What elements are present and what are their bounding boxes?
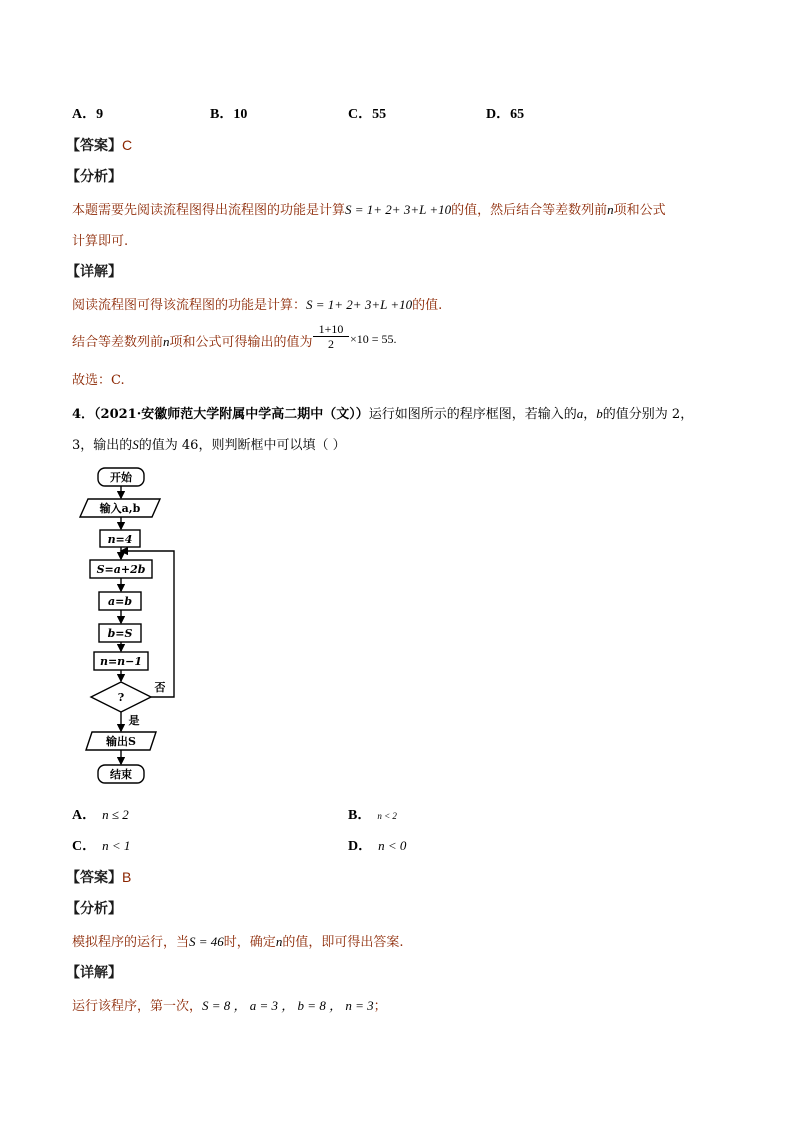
yes-label: 是 [128, 714, 140, 727]
question-number: 4． [72, 407, 95, 422]
formula: S = 46 [189, 934, 224, 949]
fraction-rest: ×10 = 55. [350, 332, 397, 346]
input-label: 输入a,b [99, 502, 141, 515]
q4-option-c[interactable] [72, 835, 130, 855]
formula: S = 8 ， a = 3 ， b = 8 ， n = 3 [202, 998, 374, 1013]
init-label: n=4 [107, 533, 133, 546]
no-label: 否 [154, 681, 166, 694]
q4-detail-tag: 【详解】 [66, 965, 122, 981]
text: 的值，然后结合等差数列前 [451, 203, 608, 218]
q4-analysis-tag: 【分析】 [66, 901, 122, 917]
q3-detail-line2 [72, 331, 313, 350]
step2-label: a=b [107, 595, 133, 608]
option-letter: C． [72, 839, 97, 854]
option-value: n < 0 [378, 838, 407, 853]
text: ， [583, 407, 597, 422]
start-label: 开始 [110, 471, 132, 484]
var-n: n [275, 934, 283, 949]
q4-stem-line2 [72, 434, 346, 453]
q3-conclusion: 故选：C. [72, 373, 125, 388]
q3-option-a[interactable] [72, 103, 103, 123]
q3-option-c[interactable] [348, 103, 386, 123]
text: 结合等差数列前 [72, 335, 164, 350]
decision-label: ? [117, 691, 125, 704]
flowchart [70, 462, 200, 788]
formula: S = 1+ 2+ 3+L +10 [306, 297, 413, 312]
option-letter: A． [72, 808, 97, 823]
option-value: 55 [372, 107, 387, 122]
q4-stem-line1 [72, 403, 693, 422]
q3-detail-tag: 【详解】 [66, 264, 122, 280]
output-label: 输出S [106, 735, 136, 748]
option-value: n < 1 [102, 838, 131, 853]
option-value: n < 2 [377, 811, 397, 821]
fraction [313, 322, 349, 351]
q4-option-d[interactable] [348, 835, 406, 855]
q3-option-d[interactable] [486, 103, 524, 123]
var-n: n [163, 334, 170, 349]
q3-analysis-line2: 计算即可. [72, 234, 129, 249]
text: 运行如图所示的程序框图，若输入的 [368, 407, 577, 422]
text: 时，确定 [223, 935, 276, 950]
q4-option-a[interactable] [72, 804, 129, 824]
answer-tag: 【答案】 [66, 138, 122, 154]
q3-answer [66, 135, 132, 155]
option-value: n ≤ 2 [102, 807, 129, 822]
option-letter: D． [486, 107, 511, 122]
text: 的值，即可得出答案. [282, 935, 404, 950]
option-value: 9 [96, 107, 104, 122]
option-letter: A． [72, 107, 97, 122]
text: 项和公式 [613, 203, 666, 218]
text: 的值分别为 2， [602, 407, 694, 422]
q4-option-b[interactable] [348, 804, 397, 824]
text: 模拟程序的运行，当 [72, 935, 190, 950]
answer-value: C [122, 137, 133, 153]
text: 的值为 46，则判断框中可以填（ ） [138, 438, 346, 453]
question-source: （2021·安徽师范大学附属中学高二期中（文）） [94, 407, 369, 422]
var-n: n [607, 202, 614, 217]
q4-analysis-line [72, 931, 403, 950]
option-letter: B． [210, 107, 234, 122]
end-label: 结束 [110, 768, 132, 781]
step1-label: S=a+2b [96, 563, 146, 576]
answer-value: B [122, 869, 132, 885]
q3-detail-line1 [72, 294, 442, 313]
text: 3，输出的 [72, 438, 133, 453]
text: 本题需要先阅读流程图得出流程图的功能是计算 [72, 203, 346, 218]
fraction-numerator: 1+10 [313, 322, 349, 337]
var-b: b [596, 406, 603, 421]
q4-detail-line [72, 995, 387, 1014]
option-letter: D． [348, 839, 373, 854]
option-value: 65 [510, 107, 525, 122]
option-letter: C． [348, 107, 373, 122]
var-a: a [576, 406, 584, 421]
fraction-denominator: 2 [328, 337, 334, 351]
step4-label: n=n−1 [99, 655, 143, 668]
formula: S = 1+ 2+ 3+L +10 [345, 202, 452, 217]
option-letter: B． [348, 808, 372, 823]
step3-label: b=S [107, 627, 133, 640]
q3-analysis-tag: 【分析】 [66, 169, 122, 185]
text: 阅读流程图可得该流程图的功能是计算： [72, 298, 307, 313]
text: ； [373, 999, 387, 1014]
var-s: S [132, 437, 139, 452]
q3-option-b[interactable] [210, 103, 247, 123]
answer-tag: 【答案】 [66, 870, 122, 886]
text: 项和公式可得输出的值为 [169, 335, 313, 350]
q4-answer [66, 867, 131, 887]
text: 运行该程序，第一次， [72, 999, 203, 1014]
option-value: 10 [233, 107, 248, 122]
q3-analysis-line1 [72, 199, 666, 218]
text: 的值. [412, 298, 443, 313]
